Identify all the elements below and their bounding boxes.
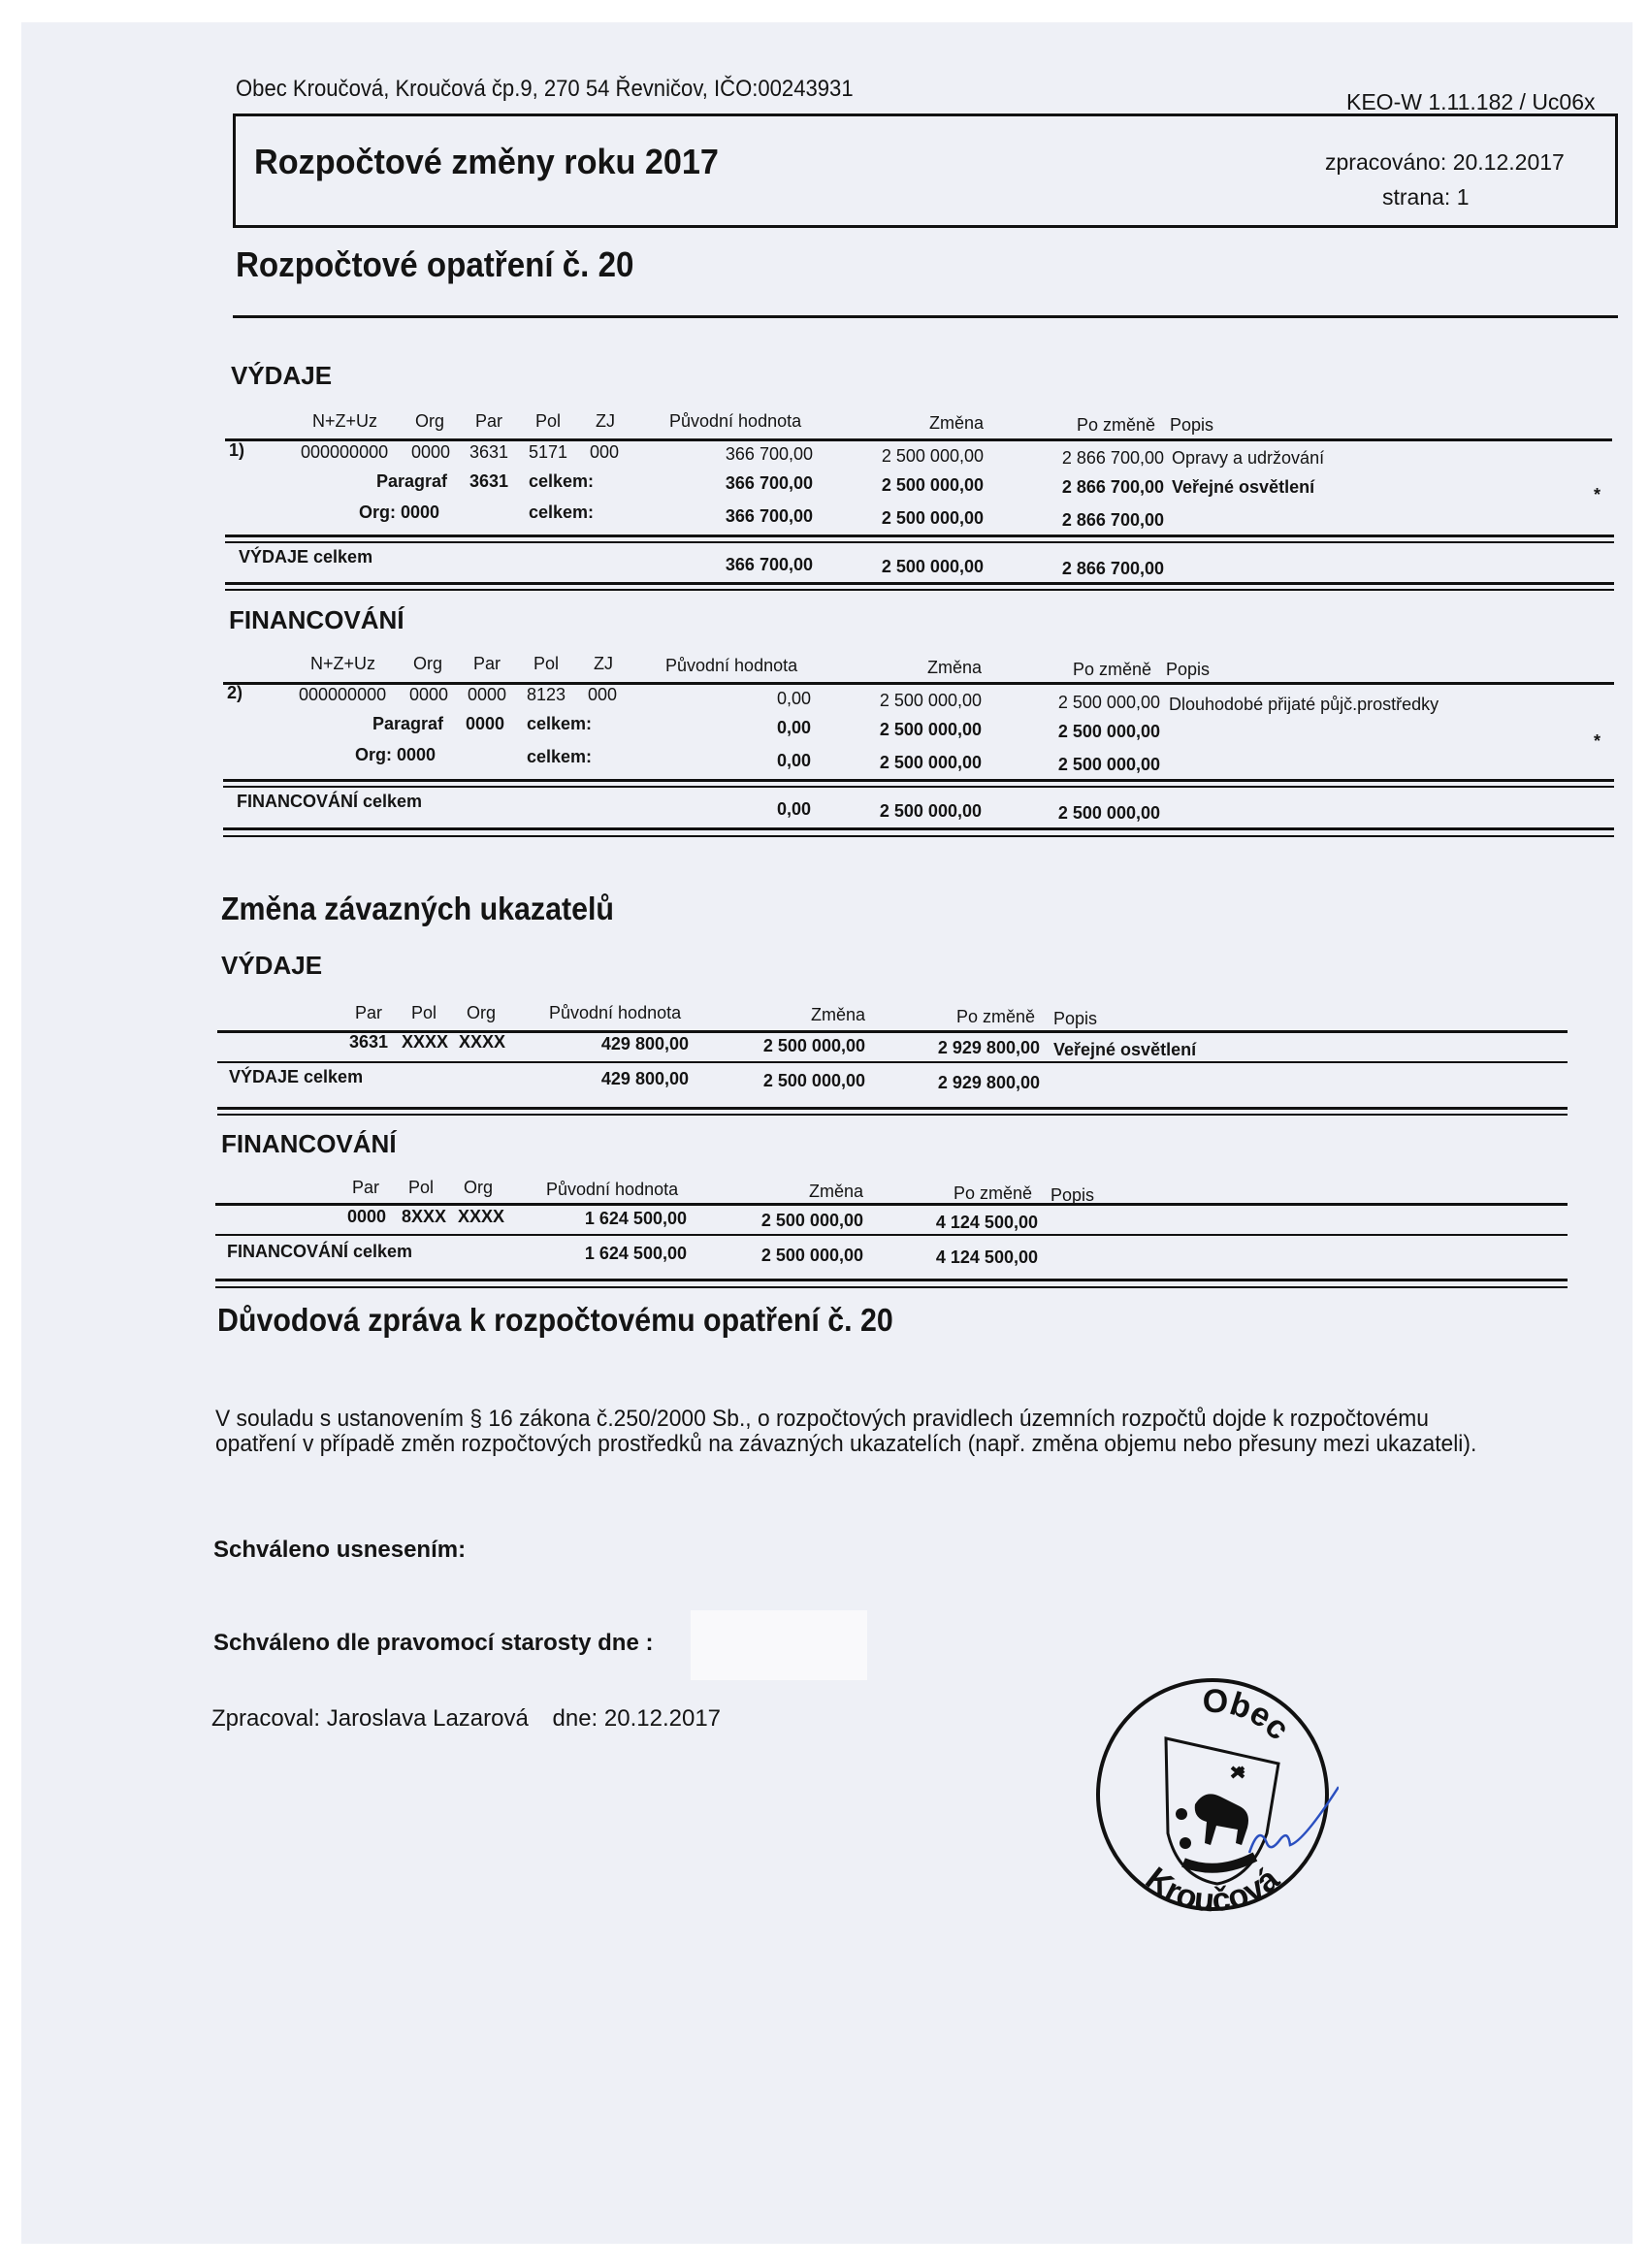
divider [225,438,1612,441]
total-label: VÝDAJE celkem [239,547,373,567]
divider [223,827,1614,830]
col-pol: Pol [408,1178,435,1197]
cell-org: XXXX [458,1207,505,1226]
cell-pol: 8123 [527,685,566,704]
total-label: VÝDAJE celkem [229,1067,364,1086]
report-text: V souladu s ustanovením § 16 zákona č.250/2000 Sb., o rozpočtových pravidlech územních rozpočtů dojde k rozpočtovému opatření v případě změn rozpočtových prostředků na závazných ukazatelích (např. změna objemu nebo přesuny mezi ukazateli). [215,1406,1477,1457]
municipality-address: Obec Kroučová, Kroučová čp.9, 270 54 Řevničov, IČO:00243931 [236,76,854,102]
page-value: 1 [1456,184,1470,210]
divider [215,1203,1568,1206]
col-after: Po změně [1073,660,1152,679]
col-orig: Původní hodnota [669,411,802,431]
divider [225,589,1614,591]
cell-after: 2 866 700,00 [1061,448,1164,468]
cell-orig: 0,00 [776,799,811,819]
cell-change: 2 500 000,00 [879,720,982,739]
paragraf-code: 0000 [466,714,505,733]
col-par: Par [473,654,501,673]
col-change: Změna [928,413,984,433]
row-number: 1) [229,440,245,460]
row-number: 2) [227,683,243,702]
col-par: Par [355,1003,383,1022]
col-pol: Pol [534,654,560,673]
cell-org: 0000 [411,442,451,462]
divider [223,835,1614,837]
page-number [1382,184,1470,211]
cell-orig: 1 624 500,00 [584,1209,687,1228]
page-label: strana: [1382,184,1451,210]
cell-pol: 5171 [529,442,568,462]
col-nzuz: N+Z+Uz [310,654,376,673]
col-org: Org [415,411,445,431]
cell-desc: Veřejné osvětlení [1053,1040,1197,1059]
cell-par: 3631 [469,442,509,462]
report-title: Důvodová zpráva k rozpočtovému opatření č. 20 [217,1302,893,1338]
paragraf-label: Paragraf [372,714,444,733]
processed-value: 20.12.2017 [1452,149,1565,175]
col-orig: Původní hodnota [549,1003,682,1022]
cell-change: 2 500 000,00 [881,475,984,495]
col-pol: Pol [535,411,562,431]
asterisk-mark: * [1594,485,1601,504]
col-org: Org [413,654,443,673]
cell-orig: 366 700,00 [725,444,813,464]
redacted-area [691,1610,867,1680]
col-pol: Pol [411,1003,437,1022]
col-desc: Popis [1170,415,1214,435]
cell-after: 2 500 000,00 [1057,722,1160,741]
cell-after: 4 124 500,00 [935,1247,1038,1267]
paragraf-label: Paragraf [376,471,448,491]
processed-label: zpracováno: [1325,149,1447,175]
cell-change: 2 500 000,00 [879,691,982,710]
cell-after: 2 866 700,00 [1061,477,1164,497]
divider [223,779,1614,782]
cell-orig: 1 624 500,00 [584,1244,687,1263]
measure-title: Rozpočtové opatření č. 20 [236,244,634,284]
col-after: Po změně [1077,415,1156,435]
divider [225,541,1614,543]
cell-org: 0000 [409,685,449,704]
section-financovani: FINANCOVÁNÍ [229,605,404,634]
cell-change: 2 500 000,00 [760,1246,863,1265]
col-zj: ZJ [596,411,615,431]
cell-par: 0000 [347,1207,387,1226]
col-desc: Popis [1166,660,1211,679]
col-desc: Popis [1053,1009,1098,1028]
stamp-bottom-text: Kroučová [1138,1860,1287,1920]
col-nzuz: N+Z+Uz [312,411,378,431]
processed-by [211,1705,721,1733]
cell-orig: 0,00 [776,718,811,737]
cell-par: 0000 [468,685,507,704]
indicators-section-financovani: FINANCOVÁNÍ [221,1129,397,1158]
col-par: Par [352,1178,380,1197]
cell-orig: 0,00 [776,751,811,770]
cell-nzuz: 000000000 [299,685,387,704]
divider [215,1279,1568,1281]
divider [215,1286,1568,1288]
col-after: Po změně [956,1007,1036,1026]
cell-orig: 366 700,00 [725,555,813,574]
processed-on-label: dne: [552,1705,598,1732]
document-title: Rozpočtové změny roku 2017 [254,142,719,181]
cell-orig: 429 800,00 [600,1069,689,1088]
cell-change: 2 500 000,00 [881,508,984,528]
cell-orig: 366 700,00 [725,473,813,493]
total-label: FINANCOVÁNÍ celkem [227,1242,413,1261]
resolution-label: Schváleno usnesením: [213,1537,467,1563]
cell-after: 2 500 000,00 [1057,803,1160,823]
celkem-label: celkem: [527,714,593,733]
processed-on-date: 20.12.2017 [603,1705,722,1732]
cell-desc: Veřejné osvětlení [1172,477,1315,497]
divider [217,1114,1568,1116]
cell-par: 3631 [349,1032,389,1052]
col-desc: Popis [1051,1185,1095,1205]
divider [217,1107,1568,1110]
cell-org: XXXX [459,1032,506,1052]
municipal-stamp [1086,1669,1339,1921]
cell-pol: XXXX [402,1032,449,1052]
cell-after: 2 929 800,00 [937,1038,1040,1057]
cell-change: 2 500 000,00 [881,557,984,576]
processed-date [1325,149,1565,176]
col-zj: ZJ [594,654,613,673]
celkem-label: celkem: [529,502,595,522]
col-change: Změna [808,1182,863,1201]
total-label: FINANCOVÁNÍ celkem [237,792,423,811]
cell-zj: 000 [588,685,618,704]
processed-by-name: Jaroslava Lazarová [326,1705,529,1732]
col-orig: Původní hodnota [665,656,798,675]
cell-after: 2 866 700,00 [1061,559,1164,578]
divider [225,582,1614,585]
cell-orig: 366 700,00 [725,506,813,526]
cell-change: 2 500 000,00 [879,801,982,821]
org-label: Org: 0000 [355,745,436,764]
asterisk-mark: * [1594,731,1601,751]
indicators-section-vydaje: VÝDAJE [221,951,323,980]
col-org: Org [464,1178,494,1197]
cell-nzuz: 000000000 [301,442,389,462]
cell-change: 2 500 000,00 [762,1071,865,1090]
section-vydaje: VÝDAJE [231,361,333,390]
col-orig: Původní hodnota [546,1180,679,1199]
col-after: Po změně [954,1183,1033,1203]
celkem-label: celkem: [529,471,595,491]
cell-change: 2 500 000,00 [881,446,984,466]
divider [217,1061,1568,1063]
cell-zj: 000 [590,442,620,462]
org-label: Org: 0000 [359,502,440,522]
indicators-title: Změna závazných ukazatelů [221,891,614,926]
software-version: KEO-W 1.11.182 / Uc06x [1346,89,1596,114]
divider [223,786,1614,788]
cell-orig: 0,00 [776,689,811,708]
cell-change: 2 500 000,00 [762,1036,865,1055]
cell-change: 2 500 000,00 [879,753,982,772]
stamp-top-text: Obec [1202,1682,1297,1748]
paragraf-code: 3631 [469,471,509,491]
divider [233,315,1618,318]
cell-after: 2 866 700,00 [1061,510,1164,530]
cell-desc: Dlouhodobé přijaté půjč.prostředky [1169,695,1439,714]
cell-change: 2 500 000,00 [760,1211,863,1230]
cell-after: 2 500 000,00 [1057,755,1160,774]
col-par: Par [475,411,503,431]
col-change: Změna [926,658,982,677]
cell-after: 4 124 500,00 [935,1213,1038,1232]
divider [225,535,1614,537]
cell-after: 2 500 000,00 [1057,693,1160,712]
col-change: Změna [810,1005,865,1024]
mayor-approval-label: Schváleno dle pravomocí starosty dne : [213,1630,654,1656]
divider [215,1234,1568,1236]
col-org: Org [467,1003,497,1022]
celkem-label: celkem: [527,747,593,766]
cell-desc: Opravy a udržování [1172,448,1325,468]
cell-after: 2 929 800,00 [937,1073,1040,1092]
cell-pol: 8XXX [402,1207,447,1226]
processed-by-label: Zpracoval: [211,1705,321,1732]
cell-orig: 429 800,00 [600,1034,689,1053]
